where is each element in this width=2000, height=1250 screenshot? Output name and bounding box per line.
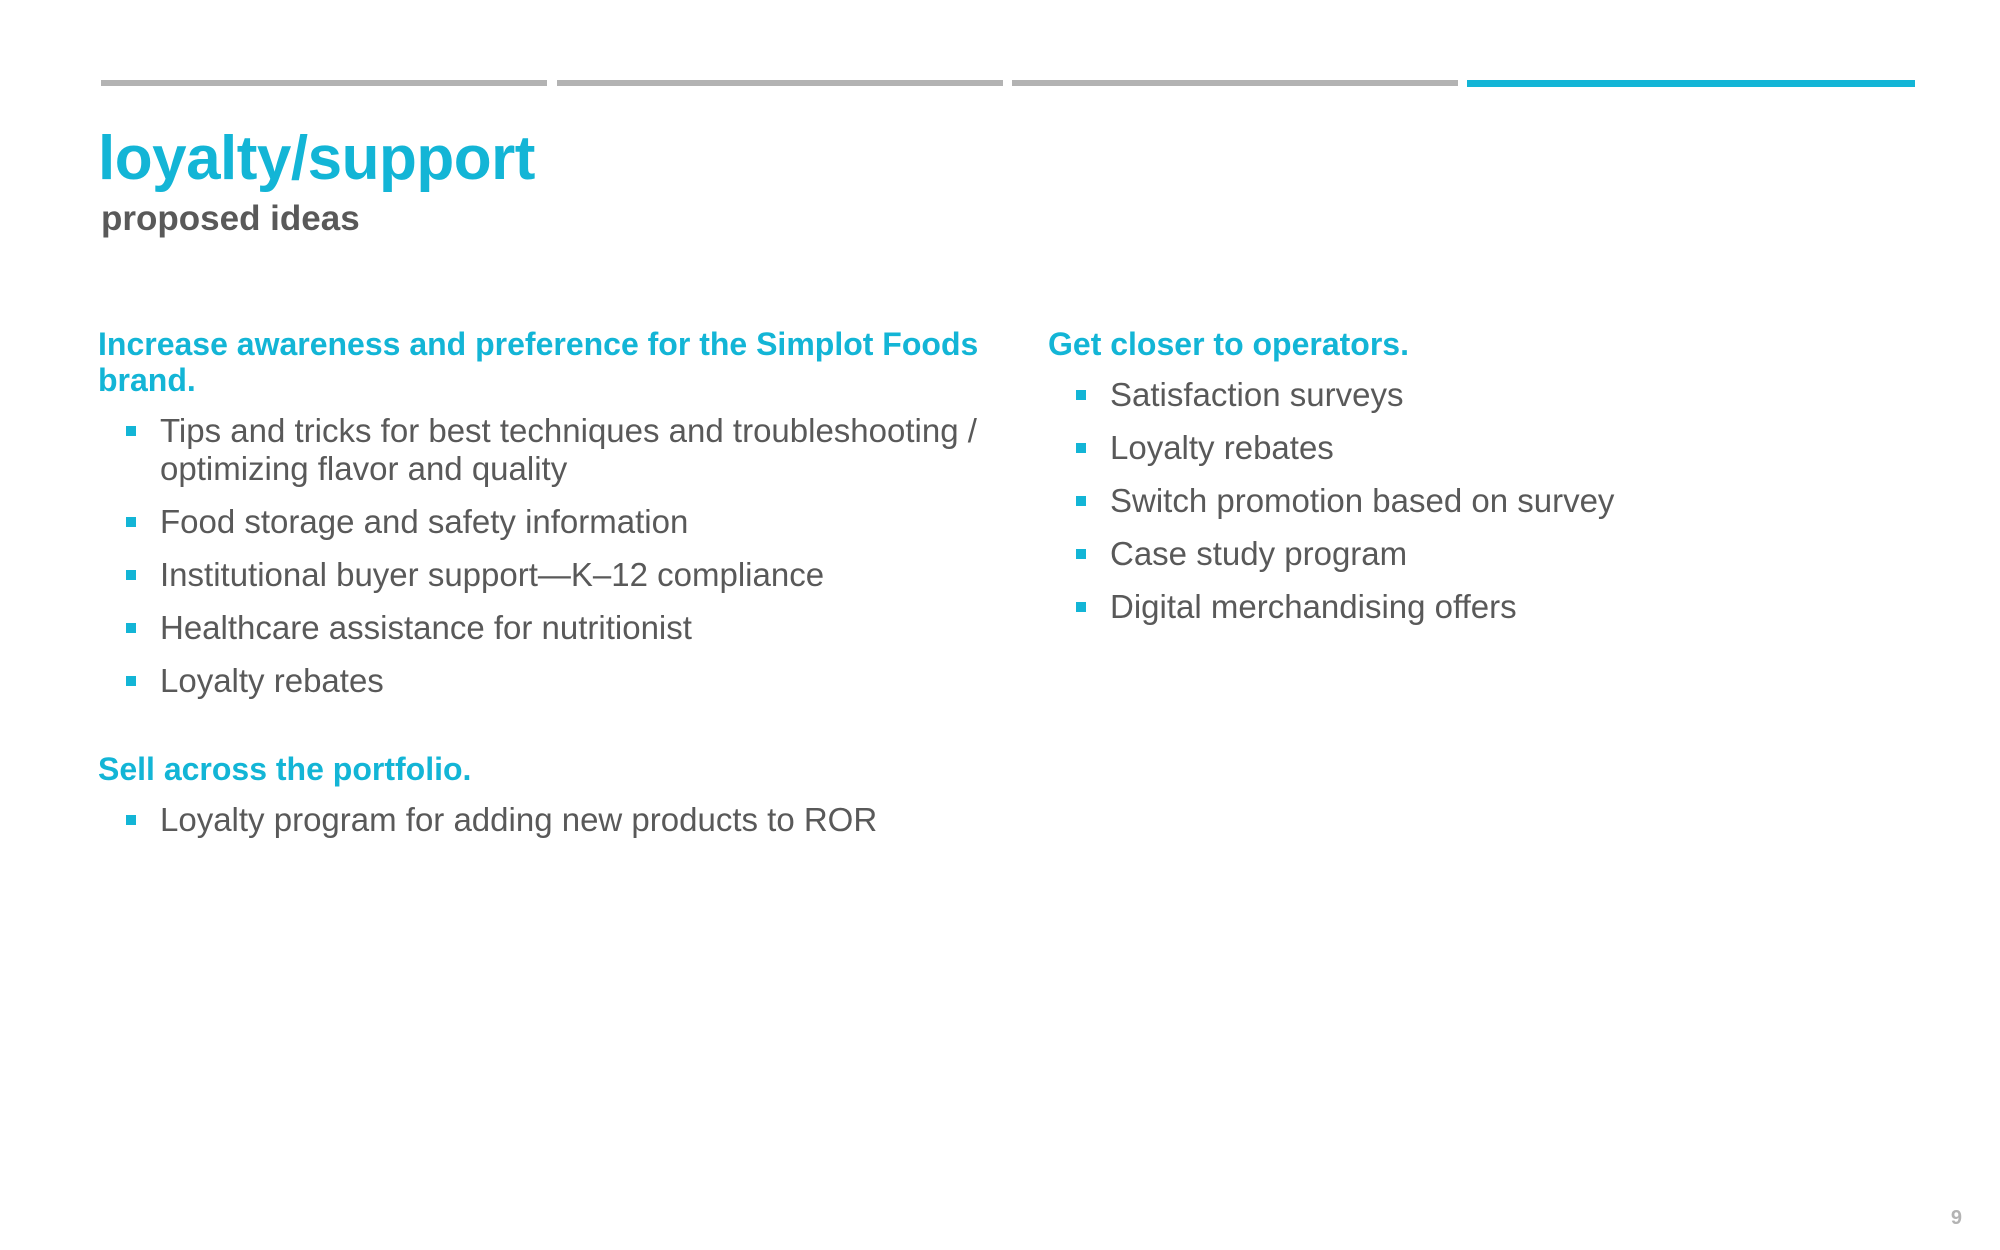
bullet-square-icon bbox=[1076, 549, 1086, 559]
progress-segment-4-active bbox=[1467, 80, 1915, 87]
progress-segment-1 bbox=[101, 80, 547, 86]
bullet-list-portfolio bbox=[98, 801, 998, 839]
bullet-item bbox=[1048, 535, 1948, 573]
bullet-text: Digital merchandising offers bbox=[1110, 588, 1517, 625]
bullet-square-icon bbox=[1076, 443, 1086, 453]
section-progress-bar bbox=[101, 80, 1915, 88]
progress-segment-2 bbox=[557, 80, 1003, 86]
bullet-list-brand-awareness bbox=[98, 412, 998, 700]
bullet-text: Loyalty program for adding new products to ROR bbox=[160, 801, 878, 838]
bullet-square-icon bbox=[126, 623, 136, 633]
bullet-text: Institutional buyer support—K–12 compliance bbox=[160, 556, 825, 593]
bullet-item bbox=[98, 801, 998, 839]
bullet-square-icon bbox=[126, 426, 136, 436]
bullet-square-icon bbox=[126, 570, 136, 580]
bullet-text: Food storage and safety information bbox=[160, 503, 689, 540]
bullet-item bbox=[98, 503, 998, 541]
bullet-square-icon bbox=[126, 676, 136, 686]
bullet-text: Loyalty rebates bbox=[1110, 429, 1334, 466]
bullet-item bbox=[1048, 376, 1948, 414]
bullet-item bbox=[98, 556, 998, 594]
bullet-text: Tips and tricks for best techniques and troubleshooting / optimizing flavor and quality bbox=[160, 412, 977, 487]
bullet-square-icon bbox=[1076, 390, 1086, 400]
bullet-square-icon bbox=[126, 517, 136, 527]
left-column bbox=[98, 326, 998, 854]
bullet-item bbox=[98, 662, 998, 700]
bullet-text: Switch promotion based on survey bbox=[1110, 482, 1615, 519]
bullet-item bbox=[1048, 588, 1948, 626]
bullet-square-icon bbox=[1076, 496, 1086, 506]
right-column bbox=[1048, 326, 1948, 641]
section-heading-portfolio: Sell across the portfolio. bbox=[98, 751, 472, 787]
bullet-text: Satisfaction surveys bbox=[1110, 376, 1404, 413]
page-number: 9 bbox=[1950, 1207, 1962, 1229]
slide-title: loyalty/support bbox=[98, 124, 535, 193]
bullet-item bbox=[1048, 429, 1948, 467]
bullet-square-icon bbox=[1076, 602, 1086, 612]
bullet-text: Loyalty rebates bbox=[160, 662, 384, 699]
bullet-text: Healthcare assistance for nutritionist bbox=[160, 609, 692, 646]
progress-segment-3 bbox=[1012, 80, 1458, 86]
bullet-square-icon bbox=[126, 815, 136, 825]
section-heading-operators: Get closer to operators. bbox=[1048, 326, 1409, 362]
bullet-item bbox=[98, 412, 998, 488]
bullet-item bbox=[98, 609, 998, 647]
section-heading-brand-awareness: Increase awareness and preference for the Simplot Foods brand. bbox=[98, 326, 979, 398]
bullet-item bbox=[1048, 482, 1948, 520]
bullet-list-operators bbox=[1048, 376, 1948, 626]
slide-subtitle: proposed ideas bbox=[101, 199, 360, 238]
bullet-text: Case study program bbox=[1110, 535, 1408, 572]
